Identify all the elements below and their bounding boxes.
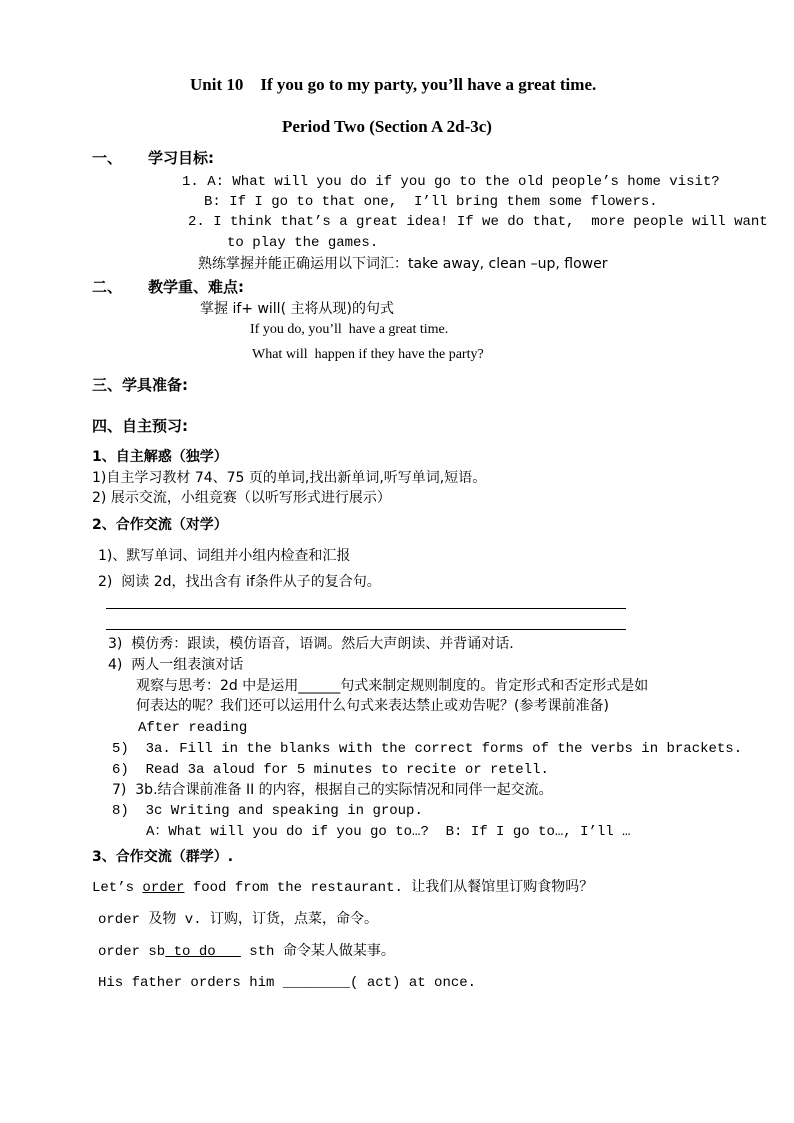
objective-line-1: 1. A: What will you do if you go to the old people’s home visit? [182, 174, 720, 190]
after-reading-label: After reading [138, 720, 248, 736]
keypoint-example-2: What will happen if they have the party? [252, 347, 484, 362]
section-3-heading: 三、学具准备: [92, 376, 188, 394]
part-3-line-3 [98, 945, 395, 959]
part-3-line-3-tail: sth 命令某人做某事。 [240, 944, 395, 960]
part-1-line-1: 1)自主学习教材 74、75 页的单词,找出新单词,听写单词,短语。 [92, 470, 487, 486]
part-2-line-11: 8) 3c Writing and speaking in group. [112, 803, 423, 819]
objective-line-4: to play the games. [227, 235, 379, 251]
part-3-line-1-tail: food from the restaurant. 让我们从餐馆里订购食物吗？ [184, 880, 594, 896]
part-2-line-12: A：What will you do if you go to…? B: If I go to…, I’ll … [146, 824, 631, 840]
section-1-heading: 学习目标: [148, 149, 214, 167]
part-3-line-1 [92, 881, 593, 895]
objective-line-3: 2. I think that’s a great idea! If we do that, more people will want [188, 214, 768, 230]
part-3-exercise: His father orders him ________( act) at once. [98, 975, 477, 991]
part-2-line-3: 3) 模仿秀：跟读，模仿语音，语调。然后大声朗读、并背诵对话. [108, 636, 514, 652]
part-2-line-9: 6) Read 3a aloud for 5 minutes to recite or retell. [112, 762, 549, 778]
answer-line-1 [106, 608, 626, 609]
underlined-order: order [142, 880, 185, 896]
part-1-heading: 1、自主解惑（独学） [92, 449, 228, 465]
section-2-heading: 教学重、难点: [148, 278, 244, 296]
part-1-line-2: 2) 展示交流，小组竞赛（以听写形式进行展示） [92, 490, 391, 506]
part-2-line-5: 观察与思考：2d 中是运用______句式来制定规则制度的。肯定形式和否定形式是如 [136, 678, 649, 694]
part-2-line-2: 2) 阅读 2d，找出含有 if条件从子的复合句。 [98, 574, 381, 590]
section-1-number: 一、 [92, 149, 123, 167]
section-4-heading: 四、自主预习: [92, 417, 188, 435]
part-3-heading: 3、合作交流（群学）. [92, 849, 234, 865]
part-3-line-1-lead: Let’s [92, 880, 143, 896]
objective-line-2: B: If I go to that one, I’ll bring them some flowers. [204, 194, 658, 210]
part-2-heading: 2、合作交流（对学） [92, 517, 228, 533]
part-2-line-4: 4) 两人一组表演对话 [108, 657, 244, 673]
part-3-line-3-lead: order sb [98, 944, 166, 960]
period-subtitle: Period Two (Section A 2d-3c) [282, 117, 492, 136]
keypoint-example-1: If you do, you’ll have a great time. [250, 322, 449, 337]
underlined-to-do: to do [165, 944, 241, 960]
keypoint-line-1: 掌握 if+ will( 主将从现)的句式 [200, 301, 394, 317]
answer-line-2 [106, 629, 626, 630]
part-2-line-10: 7) 3b.结合课前准备 II 的内容，根据自己的实际情况和同伴一起交流。 [112, 782, 553, 798]
objective-line-5: 熟练掌握并能正确运用以下词汇：take away, clean –up, flower [198, 256, 608, 272]
part-2-line-6: 何表达的呢？我们还可以运用什么句式来表达禁止或劝告呢？(参考课前准备) [136, 698, 609, 714]
page-title: Unit 10 If you go to my party, you’ll have a great time. [190, 75, 597, 94]
section-2-number: 二、 [92, 278, 123, 296]
part-2-line-8: 5) 3a. Fill in the blanks with the correct forms of the verbs in brackets. [112, 741, 743, 757]
part-2-line-1: 1)、默写单词、词组并小组内检查和汇报 [98, 548, 351, 564]
part-3-line-2: order 及物 v. 订购，订货，点菜，命令。 [98, 912, 379, 928]
